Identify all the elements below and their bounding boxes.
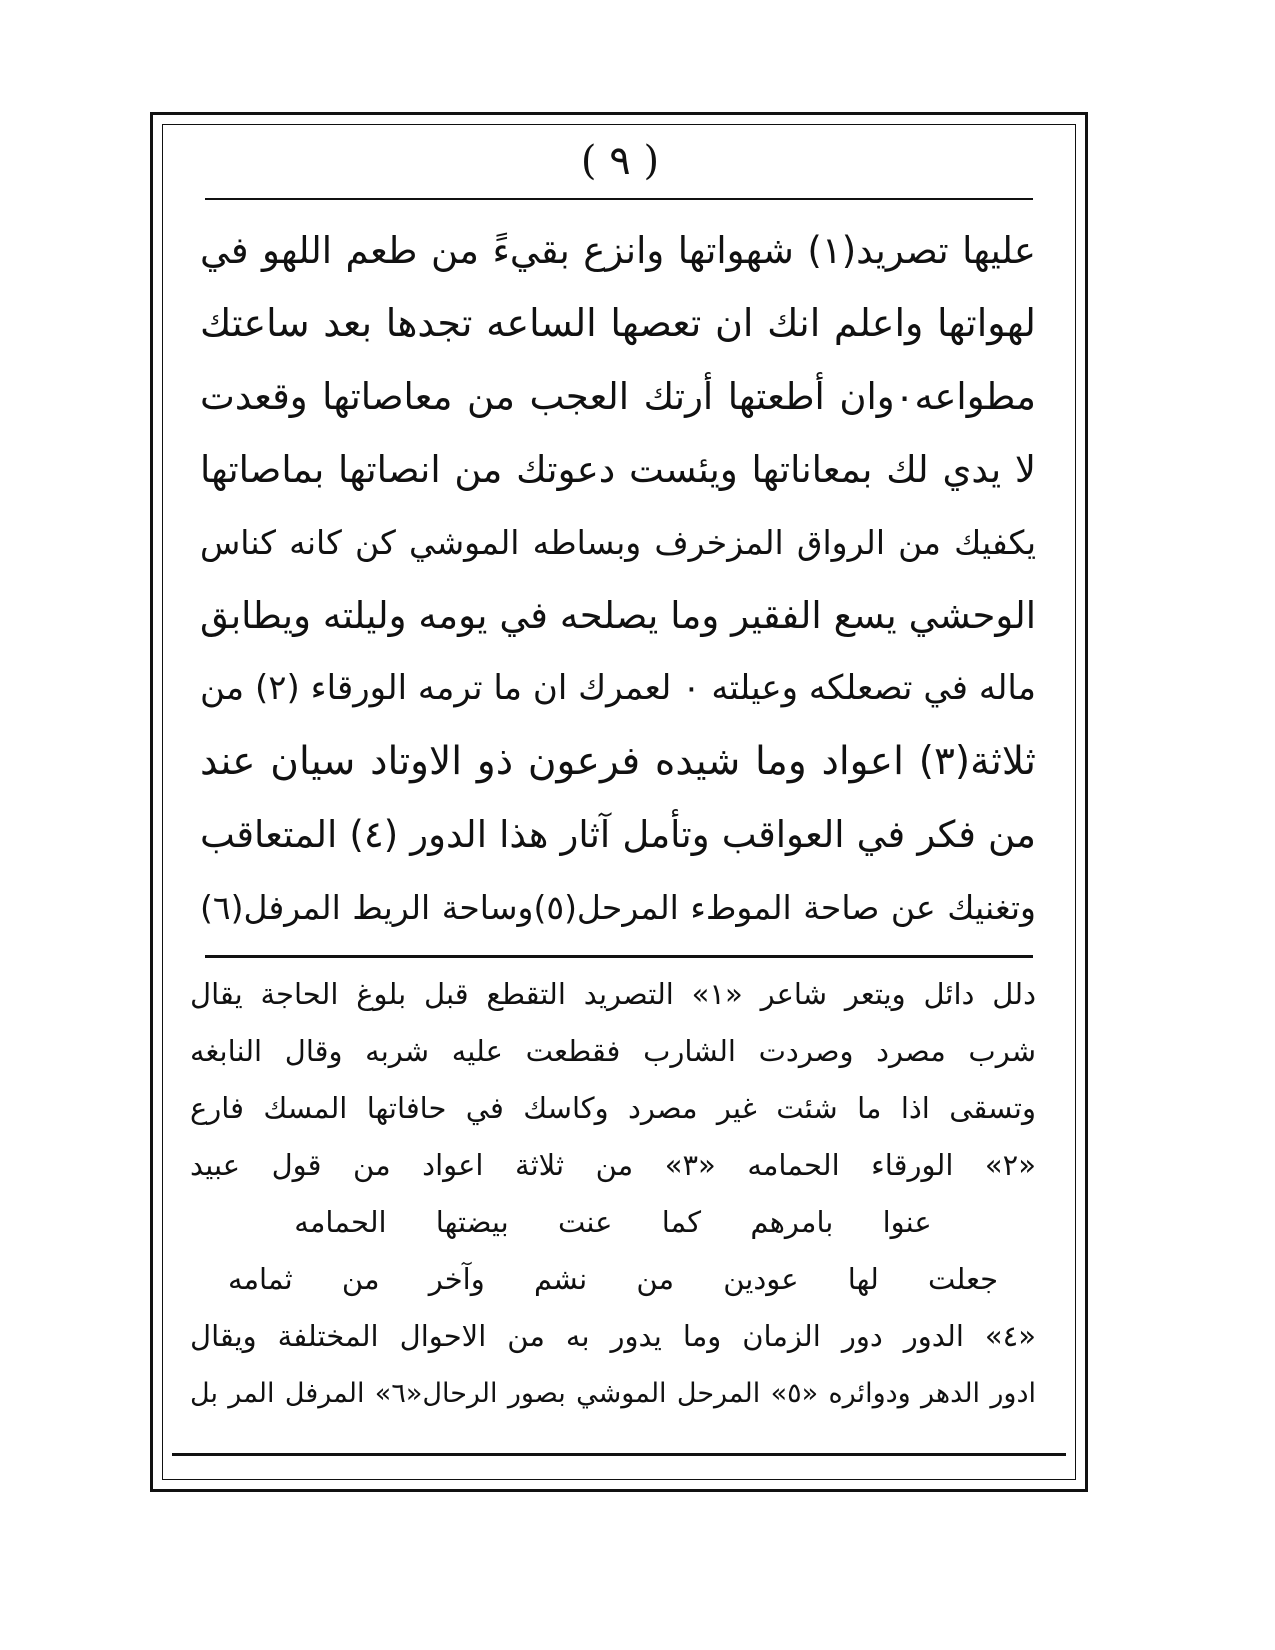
- footnote-line: ادور الدهر ودوائره «٥» المرحل الموشي بصور الرحال«٦» المرفل المر بل: [190, 1378, 1036, 1409]
- main-text-line: يكفيك من الرواق المزخرف وبساطه الموشي كن كانه كناس: [200, 523, 1036, 562]
- main-text-line: عليها تصريد(١) شهواتها وانزع بقيءً من طعم اللهو في: [200, 229, 1036, 272]
- main-text-line: لا يدي لك بمعاناتها ويئست دعوتك من انصاتها بماصاتها: [200, 448, 1036, 491]
- main-text-line: ثلاثة(٣) اعواد وما شيده فرعون ذو الاوتاد سيان عند: [200, 739, 1036, 784]
- main-text-block: [200, 214, 1036, 944]
- footnote-verse-line: عنوا بامرهم كما عنت بيضتها الحمامه: [294, 1205, 932, 1239]
- footnotes-block: [190, 966, 1036, 1422]
- main-text-line: من فكر في العواقب وتأمل آثار هذا الدور (٤) المتعاقب: [200, 813, 1036, 856]
- main-text-line: مطواعه٠وان أطعتها أرتك العجب من معاصاتها وقعدت: [200, 375, 1036, 418]
- footnote-verse-line: جعلت لها عودين من نشم وآخر من ثمامه: [227, 1262, 999, 1296]
- page-number: ( ٩ ): [580, 138, 660, 184]
- footnote-separator: [205, 955, 1033, 958]
- footnote-line: دلل دائل ويتعر شاعر «١» التصريد التقطع قبل بلوغ الحاجة يقال: [190, 977, 1037, 1011]
- footnote-line: وتسقى اذا ما شئت غير مصرد وكاسك في حافاتها المسك فارع: [190, 1091, 1036, 1125]
- footer-rule: [172, 1453, 1066, 1456]
- main-text-line: وتغنيك عن صاحة الموطء المرحل(٥)وساحة الريط المرفل(٦): [200, 888, 1036, 927]
- footnote-line: شرب مصرد وصردت الشارب فقطعت عليه شربه وقال النابغه: [190, 1034, 1036, 1068]
- footnote-line: «٤» الدور دور الزمان وما يدور به من الاحوال المختلفة ويقال: [190, 1319, 1036, 1353]
- main-text-line: ماله في تصعلكه وعيلته ٠ لعمرك ان ما ترمه الورقاء (٢) من: [200, 668, 1036, 708]
- footnote-line: «٢» الورقاء الحمامه «٣» من ثلاثة اعواد من قول عبيد: [190, 1148, 1036, 1182]
- main-text-line: الوحشي يسع الفقير وما يصلحه في يومه وليلته ويطابق: [200, 594, 1036, 637]
- main-text-line: لهواتها واعلم انك ان تعصها الساعه تجدها بعد ساعتك: [200, 301, 1036, 345]
- header-rule: [205, 198, 1033, 200]
